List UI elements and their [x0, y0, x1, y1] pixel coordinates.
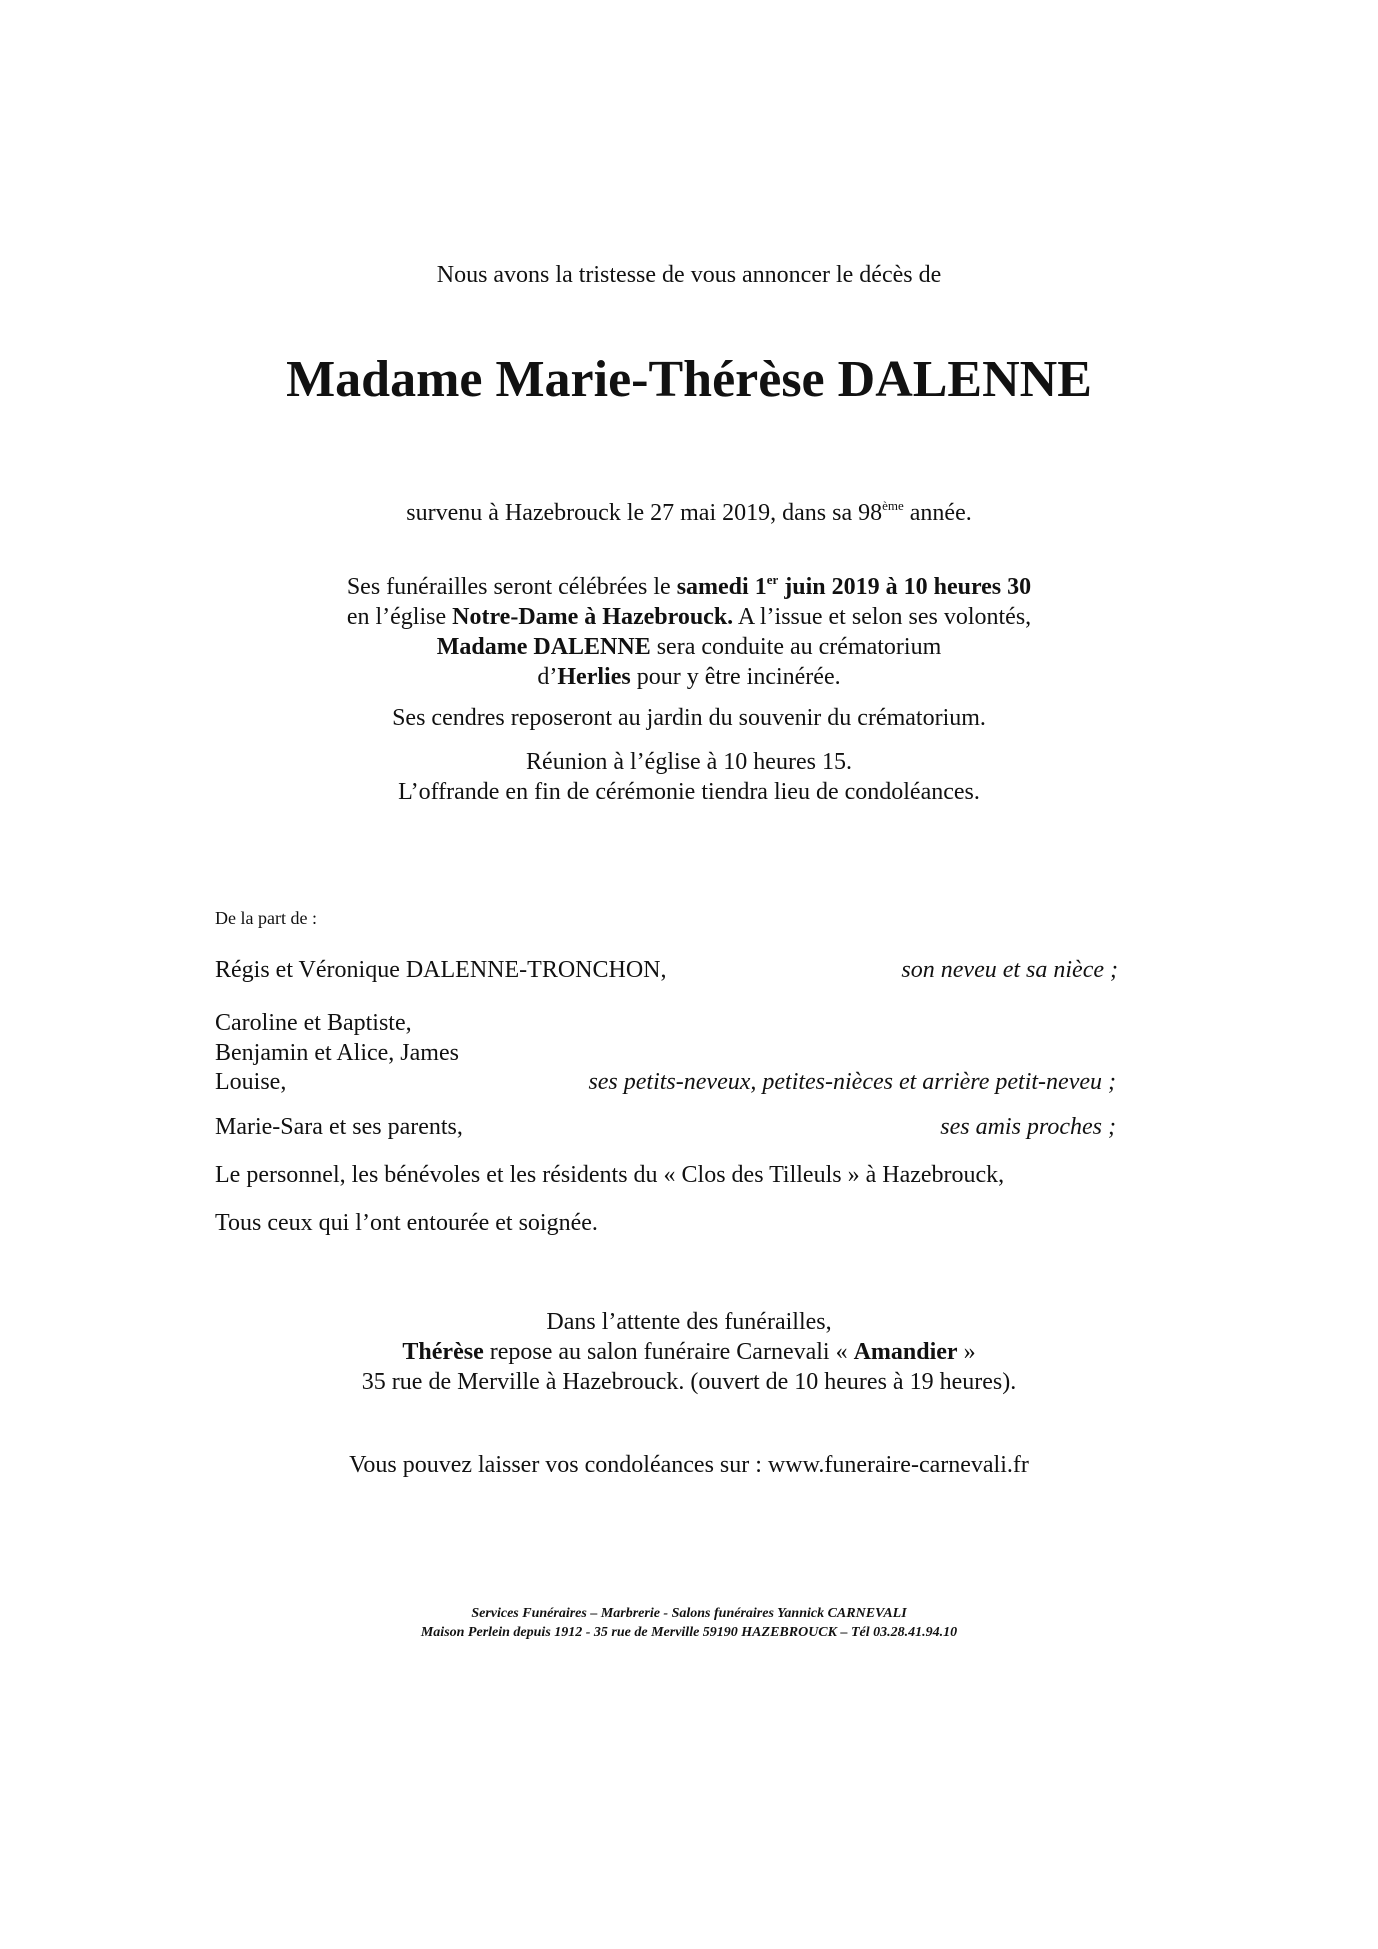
funeral-line-2: [0, 602, 1378, 632]
offering-line: L’offrande en fin de cérémonie tiendra lieu de condoléances.: [398, 779, 980, 805]
death-text: survenu à Hazebrouck le 27 mai 2019, dans sa 98: [406, 500, 883, 526]
family-row-2-line-2: Benjamin et Alice, James: [215, 1040, 459, 1066]
ashes-line: Ses cendres reposeront au jardin du souvenir du crématorium.: [392, 705, 986, 731]
funeral-text: en l’église: [346, 604, 453, 630]
funeral-name: Madame DALENNE: [436, 634, 651, 660]
meeting-line: Réunion à l’église à 10 heures 15.: [526, 749, 852, 775]
family-row-3-names: Marie-Sara et ses parents,: [215, 1114, 463, 1140]
funeral-church: Notre-Dame à Hazebrouck.: [452, 604, 734, 630]
intro-line: Nous avons la tristesse de vous annoncer le décès de: [436, 262, 942, 288]
family-row-2-line-3: Louise,: [215, 1069, 287, 1095]
from-label: De la part de :: [215, 908, 317, 928]
family-row-2-relation: ses petits-neveux, petites-nièces et arrière petit-neveu ;: [588, 1069, 1116, 1095]
death-sup: ème: [882, 498, 904, 513]
family-row-1-relation: son neveu et sa nièce ;: [901, 957, 1118, 983]
wake-line-3: 35 rue de Merville à Hazebrouck. (ouvert de 10 heures à 19 heures).: [361, 1369, 1017, 1395]
funeral-date-end: juin 2019 à 10 heures 30: [778, 574, 1032, 600]
funeral-text: A l’issue et selon ses volontés,: [733, 604, 1032, 630]
funeral-text: pour y être incinérée.: [630, 664, 841, 690]
wake-text: »: [957, 1339, 976, 1365]
funeral-line-1: [0, 572, 1378, 602]
funeral-text: sera conduite au crématorium: [650, 634, 942, 660]
wake-line-2: [0, 1337, 1378, 1367]
wake-block: [0, 1307, 1378, 1397]
funeral-block: [0, 572, 1378, 692]
wake-salon: Amandier: [853, 1339, 958, 1365]
funeral-place: Herlies: [557, 664, 631, 690]
funeral-date: samedi 1: [676, 574, 767, 600]
footer-line-1: Services Funéraires – Marbrerie - Salons funéraires Yannick CARNEVALI: [471, 1606, 907, 1621]
wake-name: Thérèse: [402, 1339, 484, 1365]
death-text-end: année.: [903, 500, 972, 526]
family-row-3-relation: ses amis proches ;: [940, 1114, 1116, 1140]
funeral-text: Ses funérailles seront célébrées le: [346, 574, 677, 600]
family-row-2-line-1: Caroline et Baptiste,: [215, 1010, 412, 1036]
funeral-sup: er: [766, 572, 779, 587]
family-row-5: Tous ceux qui l’ont entourée et soignée.: [215, 1210, 598, 1236]
funeral-line-3: [0, 632, 1378, 662]
wake-text: repose au salon funéraire Carnevali «: [483, 1339, 854, 1365]
funeral-line-4: [0, 662, 1378, 692]
condolences-line: Vous pouvez laisser vos condoléances sur : www.funeraire-carnevali.fr: [349, 1452, 1029, 1478]
footer-line-2: Maison Perlein depuis 1912 - 35 rue de Merville 59190 HAZEBROUCK – Tél 03.28.41.94.10: [420, 1625, 958, 1640]
wake-line-1: Dans l’attente des funérailles,: [546, 1309, 832, 1335]
family-row-1-names: Régis et Véronique DALENNE-TRONCHON,: [215, 957, 667, 983]
deceased-name: Madame Marie-Thérèse DALENNE: [286, 351, 1092, 408]
death-line: [0, 498, 1378, 528]
funeral-text: d’: [537, 664, 558, 690]
family-row-4: Le personnel, les bénévoles et les résidents du « Clos des Tilleuls » à Hazebrouck,: [215, 1162, 1005, 1188]
